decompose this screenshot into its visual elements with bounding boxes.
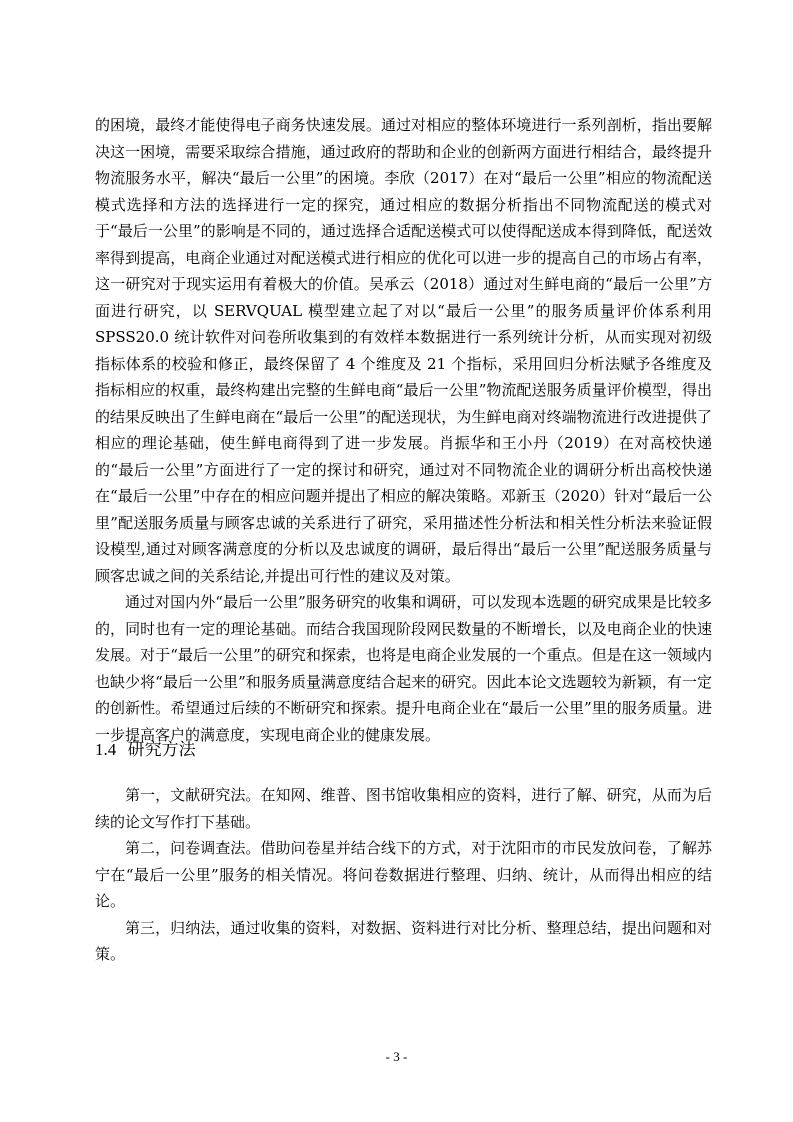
section-heading bbox=[95, 735, 196, 760]
paragraph-continued: 的困境，最终才能使得电子商务快速发展。通过对相应的整体环境进行一系列剖析，指出要解决这一困境，需要采取综合措施，通过政府的帮助和企业的创新两方面进行相结合，最终提升物流服务水平，解决“最后一公里”的困境。李欣（2017）在对“最后一公里”相应的物流配送模式选择和方法的选择进行一定的探究，通过相应的数据分析指出不同物流配送的模式对于“最后一公里”的影响是不同的，通过选择合适配送模式可以使得配送成本得到降低，配送效率得到提高，电商企业通过对配送模式进行相应的优化可以进一步的提高自己的市场占有率，这一研究对于现实运用有着极大的价值。吴承云（2018）通过对生鲜电商的“最后一公里”方面进行研究，以 SERVQUAL 模型建立起了对以“最后一公里”的服务质量评价体系利用 SPSS20.0 统计软件对问卷所收集到的有效样本数据进行一系列统计分析，从而实现对初级指标体系的校验和修正，最终保留了 4 个维度及 21 个指标，采用回归分析法赋予各维度及指标相应的权重，最终构建出完整的生鲜电商“最后一公里”物流配送服务质量评价模型，得出的结果反映出了生鲜电商在“最后一公里”的配送现状，为生鲜电商对终端物流进行改进提供了相应的理论基础，使生鲜电商得到了进一步发展。肖振华和王小丹（2019）在对高校快递的“最后一公里”方面进行了一定的探讨和研究，通过对不同物流企业的调研分析出高校快递在“最后一公里”中存在的相应问题并提出了相应的解决策略。邓新玉（2020）针对“最后一公里”配送服务质量与顾客忠诚的关系进行了研究，采用描述性分析法和相关性分析法来验证假设模型,通过对顾客满意度的分析以及忠诚度的调研，最后得出“最后一公里”配送服务质量与顾客忠诚之间的关系结论,并提出可行性的建议及对策。 bbox=[95, 116, 712, 585]
paragraph: 第三，归纳法，通过收集的资料，对数据、资料进行对比分析、整理总结，提出问题和对策。 bbox=[95, 918, 712, 963]
section-body bbox=[95, 782, 712, 968]
paragraph: 第一，文献研究法。在知网、维普、图书馆收集相应的资料，进行了解、研究，从而为后续的论文写作打下基础。 bbox=[95, 786, 712, 831]
section-number: 1.4 bbox=[95, 740, 117, 759]
section-title: 研究方法 bbox=[127, 740, 196, 760]
paragraph: 通过对国内外“最后一公里”服务研究的收集和调研，可以发现本选题的研究成果是比较多的，同时也有一定的理论基础。而结合我国现阶段网民数量的不断增长，以及电商企业的快速发展。对于“最后一公里”的研究和探索，也将是电商企业发展的一个重点。但是在这一领域内也缺少将“最后一公里”和服务质量满意度结合起来的研究。因此本论文选题较为新颖，有一定的创新性。希望通过后续的不断研究和探索。提升电商企业在“最后一公里”里的服务质量。进一步提高客户的满意度，实现电商企业的健康发展。 bbox=[95, 593, 712, 744]
paragraph: 第二，问卷调查法。借助问卷星并结合线下的方式，对于沈阳市的市民发放问卷，了解苏宁在“最后一公里”服务的相关情况。将问卷数据进行整理、归纳、统计，从而得出相应的结论。 bbox=[95, 839, 712, 910]
body-text bbox=[95, 112, 712, 748]
page-number: - 3 - bbox=[385, 1049, 408, 1064]
